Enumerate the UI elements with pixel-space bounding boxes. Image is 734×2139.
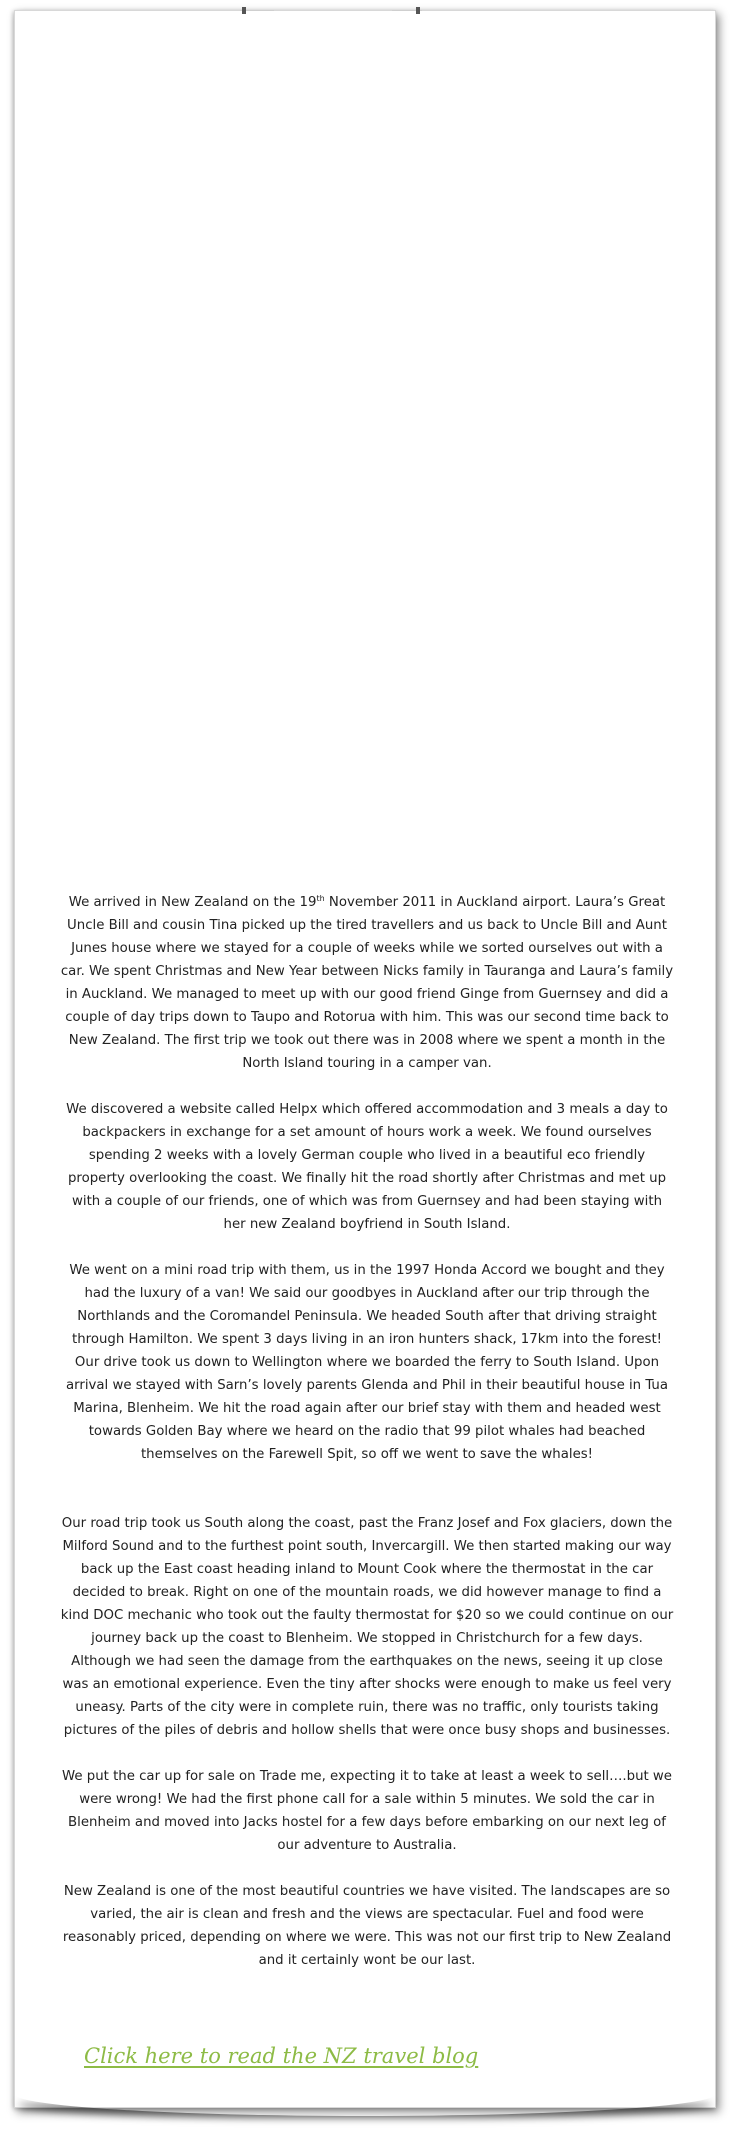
paragraph-road-trip: We went on a mini road trip with them, us in the 1997 Honda Accord we bought and they had the luxury of a van! We said our goodbyes in Auckland after our trip through the Northlands and the Coromandel Peninsula. We headed South after that driving straight through Hamilton. We spent 3 days living in an iron hunters shack, 17km into the forest! Our drive took us down to Wellington where we boarded the ferry to South Island. Upon arrival we stayed with Sarn’s lovely parents Glenda and Phil in their beautiful house in Tua Marina, Blenheim. We hit the road again after our brief stay with them and headed west towards Golden Bay where we heard on the radio that 99 pilot whales had beached themselves on the Farewell Spit, so off we went to save the whales! — [65, 1263, 668, 1462]
paragraph-arrival-rest: November 2011 in Auckland airport. Laura’s Great Uncle Bill and cousin Tina picked up the tired travellers and us back to Uncle Bill and Aunt Junes house where we stayed for a couple of weeks while we sorted ourselves out with a car. We spent Christmas and New Year between Nicks family in Tauranga and Laura’s family in Auckland. We managed to meet up with our good friend Ginge from Guernsey and did a couple of day trips down to Taupo and Rotorua with him. This was our second time back to New Zealand. The first trip we took out there was in 2008 where we spent a month in the North Island touring in a camper van. — [60, 895, 674, 1071]
tab-decoration-right — [392, 10, 422, 25]
tab-mark-left — [242, 7, 246, 14]
paragraph-car-sale: We put the car up for sale on Trade me, expecting it to take at least a week to sell….but we were wrong! We had the first phone call for a sale within 5 minutes. We sold the car in Blenheim and moved into Jacks hostel for a few days before embarking on our next leg of our adventure to Australia. — [61, 1769, 672, 1853]
paragraph-arrival-start: We arrived in New Zealand on the 19 — [68, 895, 317, 910]
nz-travel-blog-link[interactable]: Click here to read the NZ travel blog — [84, 2044, 479, 2068]
paragraph-south-island: Our road trip took us South along the coast, past the Franz Josef and Fox glaciers, down the Milford Sound and to the furthest point south, Invercargill. We then started making our way back up the East coast heading inland to Mount Cook where the thermostat in the car decided to break. Right on one of the mountain roads, we did however manage to find a kind DOC mechanic who took out the faulty thermostat for $20 so we could continue on our journey back up the coast to Blenheim. We stopped in Christchurch for a few days. Although we had seen the damage from the earthquakes on the news, seeing it up close was an emotional experience. Even the tiny after shocks were enough to make us feel very uneasy. Parts of the city were in complete ruin, there was no traffic, only tourists taking pictures of the piles of debris and hollow shells that were once busy shops and businesses. — [60, 1516, 674, 1738]
article-body — [60, 891, 674, 1972]
ordinal-suffix: th — [316, 894, 325, 903]
tab-decoration-left — [240, 10, 274, 25]
paragraph-helpx: We discovered a website called Helpx which offered accommodation and 3 meals a day to backpackers in exchange for a set amount of hours work a week. We found ourselves spending 2 weeks with a lovely German couple who lived in a beautiful eco friendly property overlooking the coast. We finally hit the road shortly after Christmas and met up with a couple of our friends, one of which was from Guernsey and had been staying with her new Zealand boyfriend in South Island. — [66, 1102, 668, 1232]
tab-mark-right — [416, 7, 420, 14]
paragraph-conclusion: New Zealand is one of the most beautiful countries we have visited. The landscapes are so varied, the air is clean and fresh and the views are spectacular. Fuel and food were reasonably priced, depending on where we were. This was not our first trip to New Zealand and it certainly wont be our last. — [62, 1884, 672, 1968]
paragraph-arrival — [60, 891, 674, 1075]
